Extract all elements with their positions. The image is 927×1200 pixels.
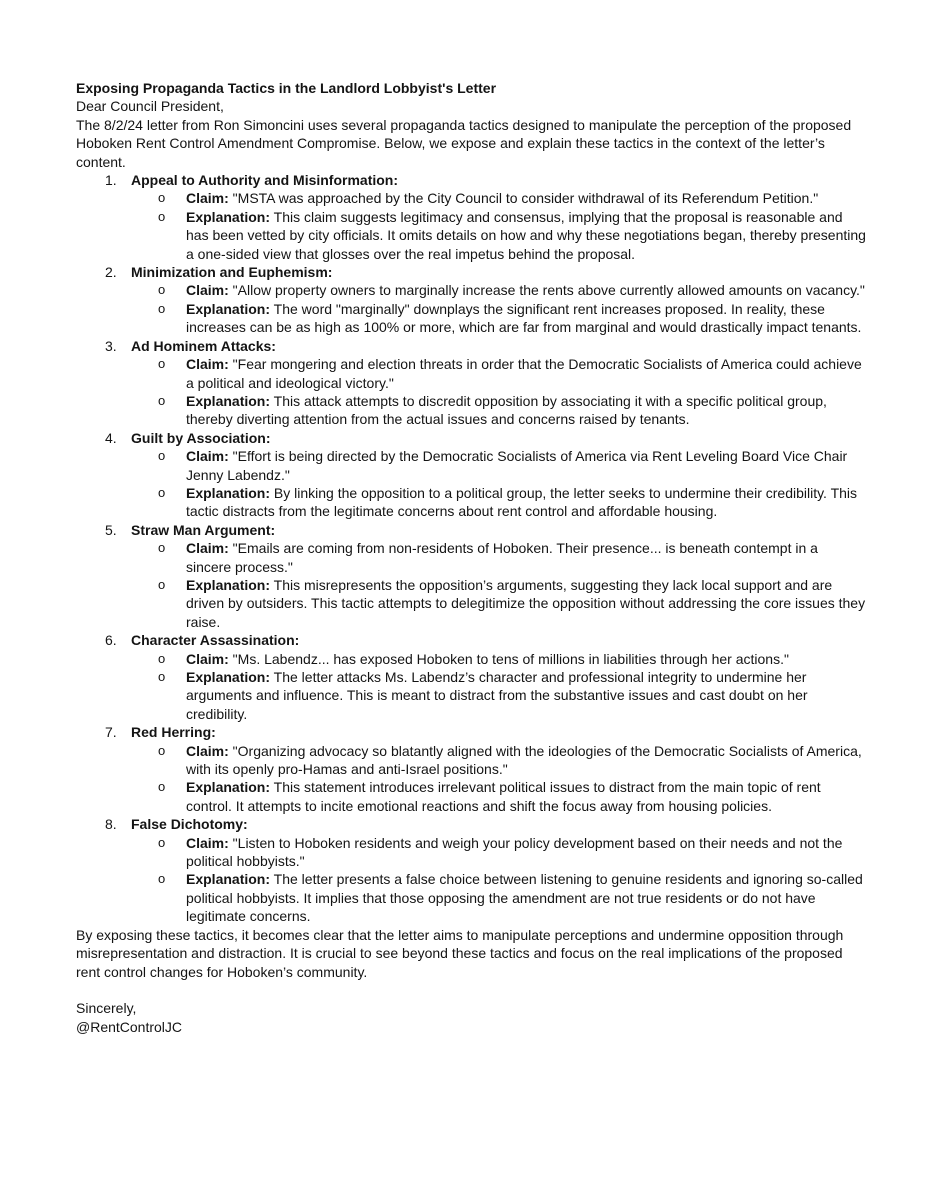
- explanation-label: Explanation:: [186, 871, 271, 888]
- tactic-details: [131, 539, 866, 631]
- tactic-title: False Dichotomy:: [131, 816, 248, 833]
- claim-label: Claim:: [186, 190, 229, 207]
- explanation-label: Explanation:: [186, 300, 271, 317]
- paragraph-spacer: [76, 981, 866, 999]
- explanation-text: This attack attempts to discredit opposition by associating it with a specific political group, thereby diverting attention from the actual issues and concerns raised by tenants.: [186, 392, 827, 428]
- claim-text: "Effort is being directed by the Democratic Socialists of America via Rent Leveling Board Vice Chair Jenny Labendz.": [186, 448, 848, 483]
- tactic-number: 7.: [105, 724, 117, 741]
- claim-label: Claim:: [186, 448, 229, 465]
- tactic-number: 2.: [105, 264, 117, 281]
- claim-label: Claim:: [186, 834, 229, 851]
- explanation-text: This claim suggests legitimacy and consensus, implying that the proposal is reasonable and has been vetted by city officials. It omits details on how and why these negotiations began, thereby presenting a one-sided view that glosses over the real impetus behind the proposal.: [186, 208, 866, 262]
- claim-text: "MSTA was approached by the City Council to consider withdrawal of its Referendum Petition.": [228, 190, 819, 207]
- claim-item: [131, 539, 866, 576]
- claim-label: Claim:: [186, 356, 229, 373]
- hollow-bullet-icon: o: [158, 300, 166, 316]
- explanation-label: Explanation:: [186, 208, 271, 225]
- tactic-details: [131, 742, 866, 816]
- hollow-bullet-icon: o: [158, 392, 166, 408]
- letter-page: [76, 79, 866, 1036]
- hollow-bullet-icon: o: [158, 208, 166, 224]
- claim-item: [131, 447, 866, 484]
- explanation-text: The word "marginally" downplays the significant rent increases proposed. In reality, these increases can be as high as 100% or more, which are far from marginal and would drastically impact tenants.: [186, 300, 862, 336]
- tactic-number: 8.: [105, 816, 117, 833]
- claim-item: [131, 281, 866, 299]
- hollow-bullet-icon: o: [158, 779, 166, 795]
- claim-text: "Emails are coming from non-residents of Hoboken. Their presence... is beneath contempt in a sincere process.": [186, 540, 818, 575]
- tactic-item: [76, 815, 866, 925]
- claim-text: "Fear mongering and election threats in order that the Democratic Socialists of America could achieve a political and ideological victory.": [186, 356, 862, 391]
- claim-text: "Allow property owners to marginally increase the rents above currently allowed amounts on vacancy.": [228, 282, 865, 299]
- explanation-item: [131, 484, 866, 521]
- claim-label: Claim:: [186, 540, 229, 557]
- claim-label: Claim:: [186, 282, 229, 299]
- salutation: Dear Council President,: [76, 98, 224, 115]
- tactic-item: [76, 521, 866, 631]
- explanation-label: Explanation:: [186, 484, 271, 501]
- tactic-number: 3.: [105, 337, 117, 354]
- hollow-bullet-icon: o: [158, 742, 166, 758]
- tactics-list: [76, 171, 866, 926]
- tactic-details: [131, 834, 866, 926]
- tactic-details: [131, 281, 866, 336]
- tactic-item: [76, 429, 866, 521]
- tactic-details: [131, 447, 866, 521]
- document-title: Exposing Propaganda Tactics in the Landlord Lobbyist's Letter: [76, 80, 497, 96]
- tactic-number: 1.: [105, 172, 117, 189]
- hollow-bullet-icon: o: [158, 190, 166, 206]
- claim-item: [131, 650, 866, 668]
- claim-item: [131, 189, 866, 207]
- tactic-item: [76, 337, 866, 429]
- explanation-item: [131, 668, 866, 723]
- claim-text: "Ms. Labendz... has exposed Hoboken to tens of millions in liabilities through her actions.": [228, 650, 789, 667]
- hollow-bullet-icon: o: [158, 540, 166, 556]
- claim-item: [131, 742, 866, 779]
- tactic-details: [131, 355, 866, 429]
- explanation-item: [131, 392, 866, 429]
- hollow-bullet-icon: o: [158, 669, 166, 684]
- closing: Sincerely,: [76, 1000, 137, 1017]
- hollow-bullet-icon: o: [158, 448, 166, 464]
- tactic-item: [76, 631, 866, 723]
- explanation-item: [131, 870, 866, 925]
- explanation-item: [131, 300, 866, 337]
- explanation-label: Explanation:: [186, 669, 271, 685]
- hollow-bullet-icon: o: [158, 871, 166, 887]
- tactic-title: Straw Man Argument:: [131, 521, 276, 538]
- tactic-title: Ad Hominem Attacks:: [131, 337, 276, 354]
- conclusion-paragraph: By exposing these tactics, it becomes clear that the letter aims to manipulate perceptions and undermine opposition through misrepresentation and distraction. It is crucial to see beyond these tactics and focus on the real implications of the proposed rent control changes for Hoboken’s community.: [76, 926, 844, 980]
- explanation-text: This misrepresents the opposition’s arguments, suggesting they lack local support and are driven by outsiders. This tactic attempts to delegitimize the opposition without addressing the core issues they raise.: [186, 576, 866, 630]
- claim-text: "Listen to Hoboken residents and weigh your policy development based on their needs and not the political hobbyists.": [186, 834, 843, 870]
- tactic-title: Minimization and Euphemism:: [131, 264, 333, 281]
- claim-item: [131, 834, 866, 871]
- tactic-title: Red Herring:: [131, 724, 216, 741]
- hollow-bullet-icon: o: [158, 484, 166, 500]
- explanation-text: The letter attacks Ms. Labendz’s character and professional integrity to undermine her arguments and influence. This is meant to distract from the substantive issues and cast doubt on her credibility.: [186, 669, 808, 722]
- claim-item: [131, 355, 866, 392]
- tactic-details: [131, 650, 866, 724]
- hollow-bullet-icon: o: [158, 576, 166, 592]
- explanation-label: Explanation:: [186, 779, 271, 796]
- tactic-details: [131, 189, 866, 263]
- hollow-bullet-icon: o: [158, 356, 166, 372]
- explanation-text: This statement introduces irrelevant political issues to distract from the main topic of rent control. It attempts to incite emotional reactions and shift the focus away from housing policies.: [186, 779, 821, 814]
- tactic-number: 5.: [105, 521, 117, 538]
- intro-paragraph: The 8/2/24 letter from Ron Simoncini uses several propaganda tactics designed to manipulate the perception of the proposed Hoboken Rent Control Amendment Compromise. Below, we expose and explain these tactics in the context of the letter’s content.: [76, 116, 852, 170]
- tactic-number: 6.: [105, 632, 117, 649]
- tactic-title: Character Assassination:: [131, 632, 300, 649]
- claim-text: "Organizing advocacy so blatantly aligned with the ideologies of the Democratic Socialists of America, with its openly pro-Hamas and anti-Israel positions.": [186, 742, 862, 778]
- signature: @RentControlJC: [76, 1018, 183, 1035]
- tactic-item: [76, 723, 866, 815]
- tactic-title: Appeal to Authority and Misinformation:: [131, 172, 399, 189]
- explanation-label: Explanation:: [186, 392, 271, 409]
- claim-label: Claim:: [186, 742, 229, 759]
- explanation-text: The letter presents a false choice between listening to genuine residents and ignoring so-called political hobbyists. It implies that those opposing the amendment are not true residents or do not have legitimate concerns.: [186, 871, 863, 925]
- hollow-bullet-icon: o: [158, 650, 166, 666]
- explanation-item: [131, 778, 866, 815]
- explanation-item: [131, 208, 866, 263]
- claim-label: Claim:: [186, 650, 229, 667]
- hollow-bullet-icon: o: [158, 834, 166, 850]
- tactic-number: 4.: [105, 429, 117, 446]
- explanation-text: By linking the opposition to a political group, the letter seeks to undermine their credibility. This tactic distracts from the legitimate concerns about rent control and affordable housing.: [186, 484, 858, 520]
- explanation-label: Explanation:: [186, 576, 271, 593]
- tactic-item: [76, 171, 866, 263]
- tactic-title: Guilt by Association:: [131, 429, 271, 446]
- tactic-item: [76, 263, 866, 337]
- explanation-item: [131, 576, 866, 631]
- hollow-bullet-icon: o: [158, 282, 166, 298]
